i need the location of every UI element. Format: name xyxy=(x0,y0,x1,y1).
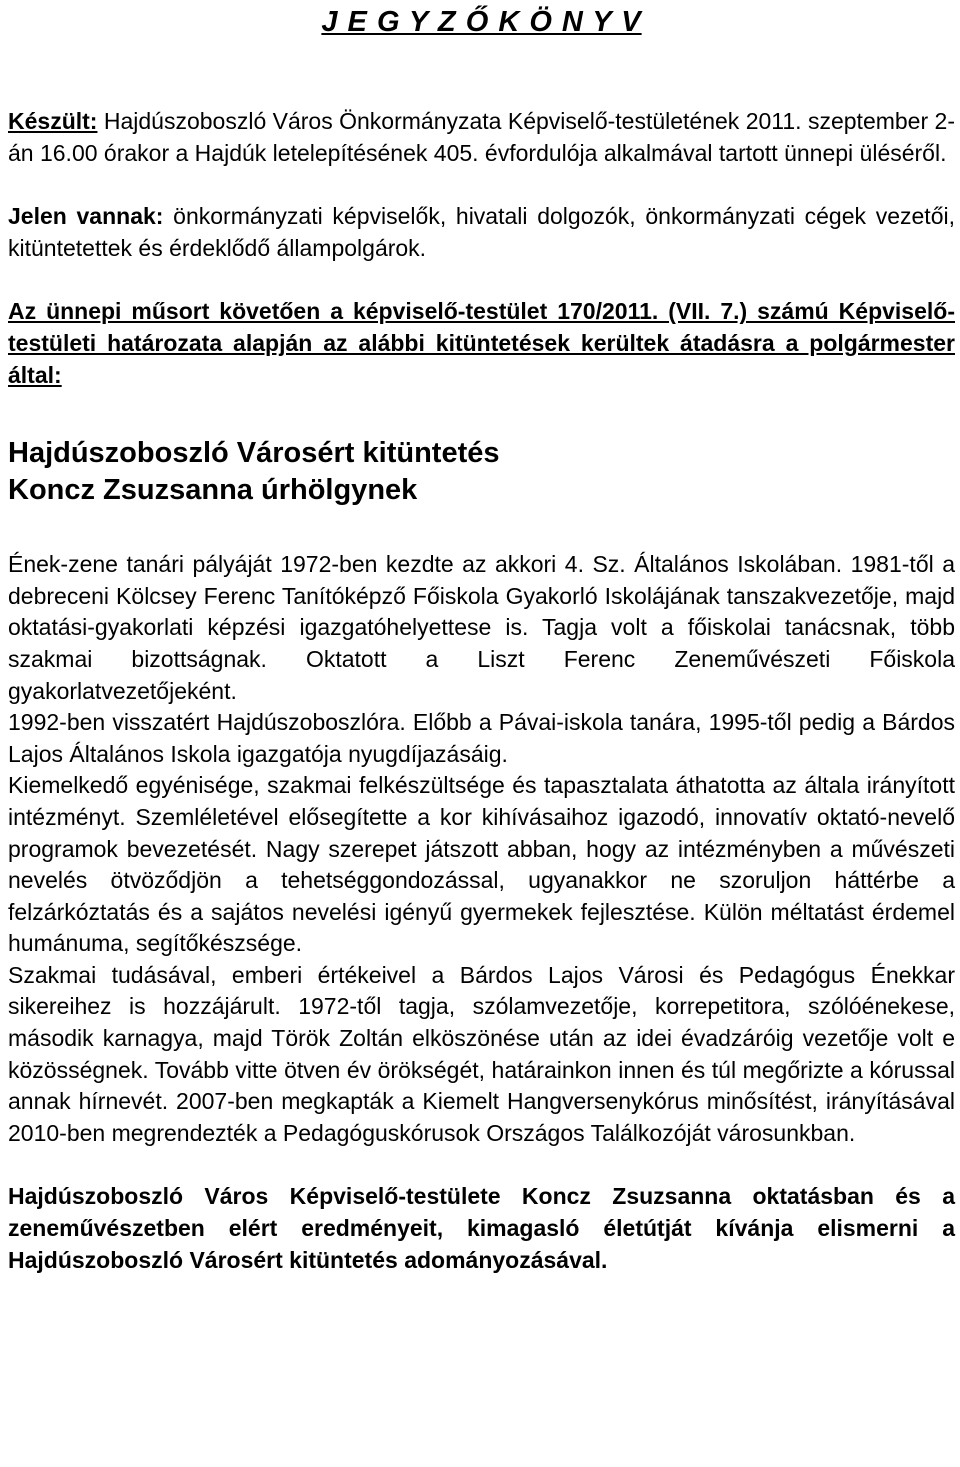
bio-paragraph: 1992-ben visszatért Hajdúszoboszlóra. Előbb a Pávai-iskola tanára, 1995-től pedig a Bárdos Lajos Általános Iskola igazgatója nyugdíjazásáig. xyxy=(8,709,955,767)
keszult-label: Készült: xyxy=(8,108,98,134)
award-recipient: Koncz Zsuzsanna úrhölgynek xyxy=(8,474,418,507)
bio-paragraph: Ének-zene tanári pályáját 1972-ben kezdte az akkori 4. Sz. Általános Iskolában. 1981-től a debreceni Kölcsey Ferenc Tanítóképző Főiskola Gyakorló Iskolájának tanszakvezetője, majd oktatási-gyakorlati képzési igazgatóhelyettese is. Tagja volt a főiskolai tanácsnak, több szakmai bizottságnak. Oktatott a Liszt Ferenc Zeneművészeti Főiskola gyakorlatvezetőjeként. xyxy=(8,551,955,704)
closing-paragraph: Hajdúszoboszló Város Képviselő-testülete Koncz Zsuzsanna oktatásban és a zeneművészetben elért eredményeit, kimagasló életútját kívánja elismerni a Hajdúszoboszló Városért kitüntetés adományozásával. xyxy=(8,1183,955,1273)
bio-paragraph: Kiemelkedő egyénisége, szakmai felkészültsége és tapasztalata áthatotta az általa irányított intézményt. Szemléletével elősegítette a kor kihívásaihoz igazodó, innovatív oktató-nevelő programok bevezetését. Nagy szerepet játszott abban, hogy az intézményben a művészeti nevelés ötvöződjön a tehetséggondozással, ugyanakkor ne szoruljon háttérbe a felzárkóztatás és a sajátos nevelési igényű gyermekek fejlesztése. Külön méltatást érdemel humánuma, segítőkészsége. xyxy=(8,772,955,957)
award-name: Hajdúszoboszló Városért kitüntetés xyxy=(8,437,500,470)
biography xyxy=(8,549,955,1149)
keszult-text: Hajdúszoboszló Város Önkormányzata Képviselő-testületének 2011. szeptember 2-án 16.00 órakor a Hajdúk letelepítésének 405. évfordulója alkalmával tartott ünnepi üléséről. xyxy=(8,108,955,166)
document-title: J E G Y Z Ő K Ö N Y V xyxy=(321,6,642,38)
document-page xyxy=(8,0,955,1276)
jelen-paragraph xyxy=(8,201,955,264)
jelen-label: Jelen vannak: xyxy=(8,203,164,230)
bio-paragraph: Szakmai tudásával, emberi értékeivel a Bárdos Lajos Városi és Pedagógus Énekkar sikereihez is hozzájárult. 1972-től tagja, szólamvezetője, korrepetitora, szólóénekese, második karnagya, majd Török Zoltán elköszönése után az idei évadzáróig vezetője volt e közösségnek. Tovább vitte ötven év örökségét, határainkon innen és túl megőrizte a kórussal annak hírnevét. 2007-ben megkapták a Kiemelt Hangversenykórus minősítést, irányításával 2010-ben megrendezték a Pedagóguskórusok Országos Találkozóját városunkban. xyxy=(8,961,955,1146)
award-heading xyxy=(8,435,955,509)
jelen-text: önkormányzati képviselők, hivatali dolgozók, önkormányzati cégek vezetői, kitüntetettek és érdeklődő állampolgárok. xyxy=(8,203,955,261)
ceremony-intro-paragraph: Az ünnepi műsort követően a képviselő-testület 170/2011. (VII. 7.) számú Képviselő-testületi határozata alapján az alábbi kitüntetések kerültek átadásra a polgármester által: xyxy=(8,298,955,388)
keszult-paragraph xyxy=(8,106,955,169)
